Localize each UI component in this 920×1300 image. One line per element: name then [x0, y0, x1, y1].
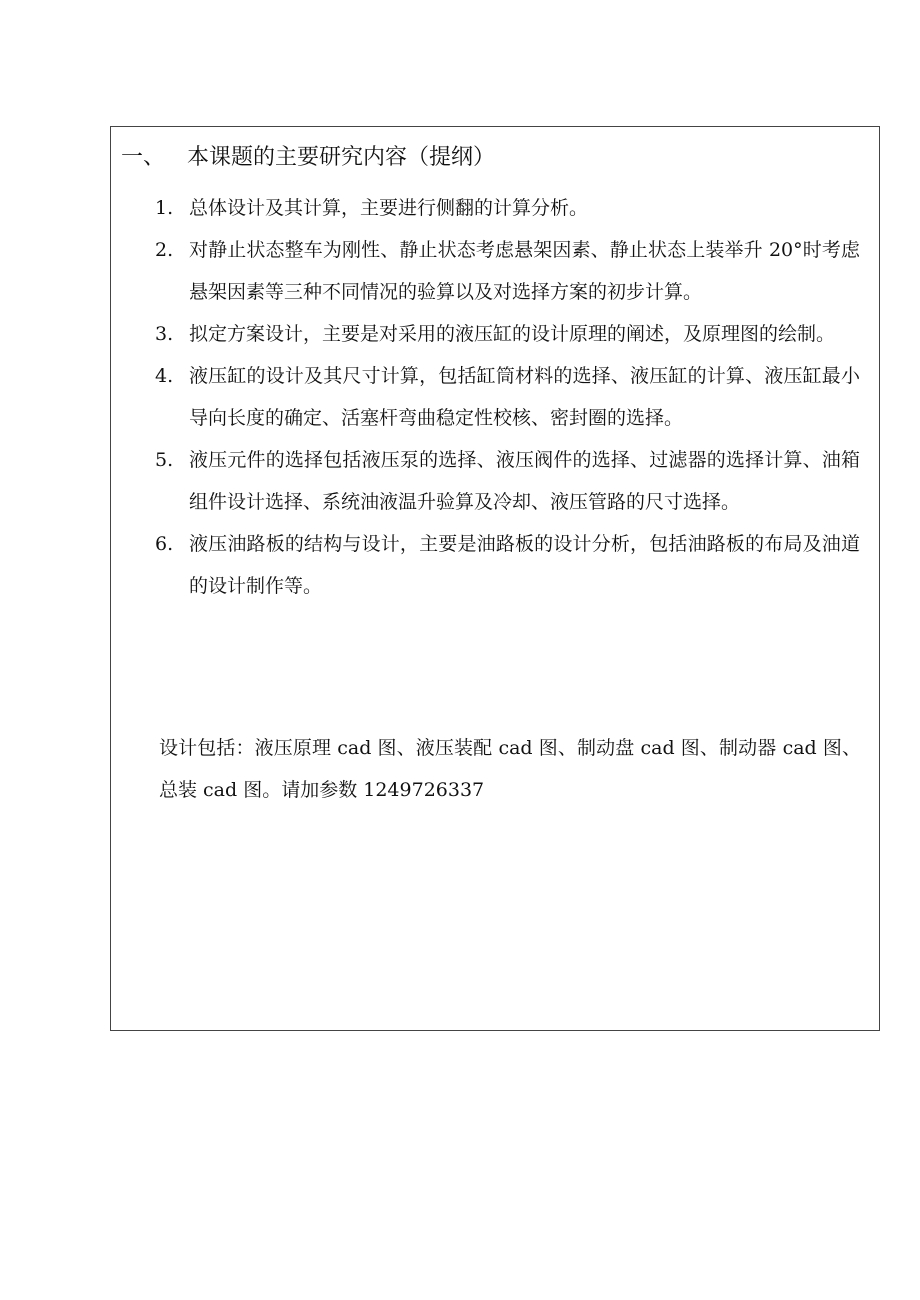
list-item	[155, 187, 860, 229]
design-note: 设计包括：液压原理 cad 图、液压装配 cad 图、制动盘 cad 图、制动器 cad 图、总装 cad 图。请加参数 1249726337	[159, 737, 861, 801]
section-title: 本课题的主要研究内容（提纲）	[187, 145, 496, 170]
outline-list	[155, 187, 860, 607]
item-index: 1.	[155, 197, 174, 219]
list-item	[155, 229, 860, 313]
item-index: 6.	[155, 533, 174, 555]
item-text: 对静止状态整车为刚性、静止状态考虑悬架因素、静止状态上装举升 20°时考虑悬架因素等三种不同情况的验算以及对选择方案的初步计算。	[189, 239, 860, 303]
item-text: 总体设计及其计算，主要进行侧翻的计算分析。	[189, 197, 589, 219]
item-index: 4.	[155, 365, 174, 387]
item-text: 液压元件的选择包括液压泵的选择、液压阀件的选择、过滤器的选择计算、油箱组件设计选择、系统油液温升验算及冷却、液压管路的尺寸选择。	[189, 449, 860, 513]
item-index: 5.	[155, 449, 174, 471]
section-heading	[121, 141, 495, 175]
item-text: 液压缸的设计及其尺寸计算，包括缸筒材料的选择、液压缸的计算、液压缸最小导向长度的确定、活塞杆弯曲稳定性校核、密封圈的选择。	[189, 365, 860, 429]
outline-box	[110, 126, 880, 1031]
section-number: 一、	[121, 145, 166, 170]
list-item	[155, 439, 860, 523]
item-index: 3.	[155, 323, 174, 345]
item-index: 2.	[155, 239, 174, 261]
list-item	[155, 523, 860, 607]
item-text: 拟定方案设计，主要是对采用的液压缸的设计原理的阐述，及原理图的绘制。	[189, 323, 836, 345]
list-item	[155, 355, 860, 439]
item-text: 液压油路板的结构与设计，主要是油路板的设计分析，包括油路板的布局及油道的设计制作等。	[189, 533, 860, 597]
list-item	[155, 313, 860, 355]
